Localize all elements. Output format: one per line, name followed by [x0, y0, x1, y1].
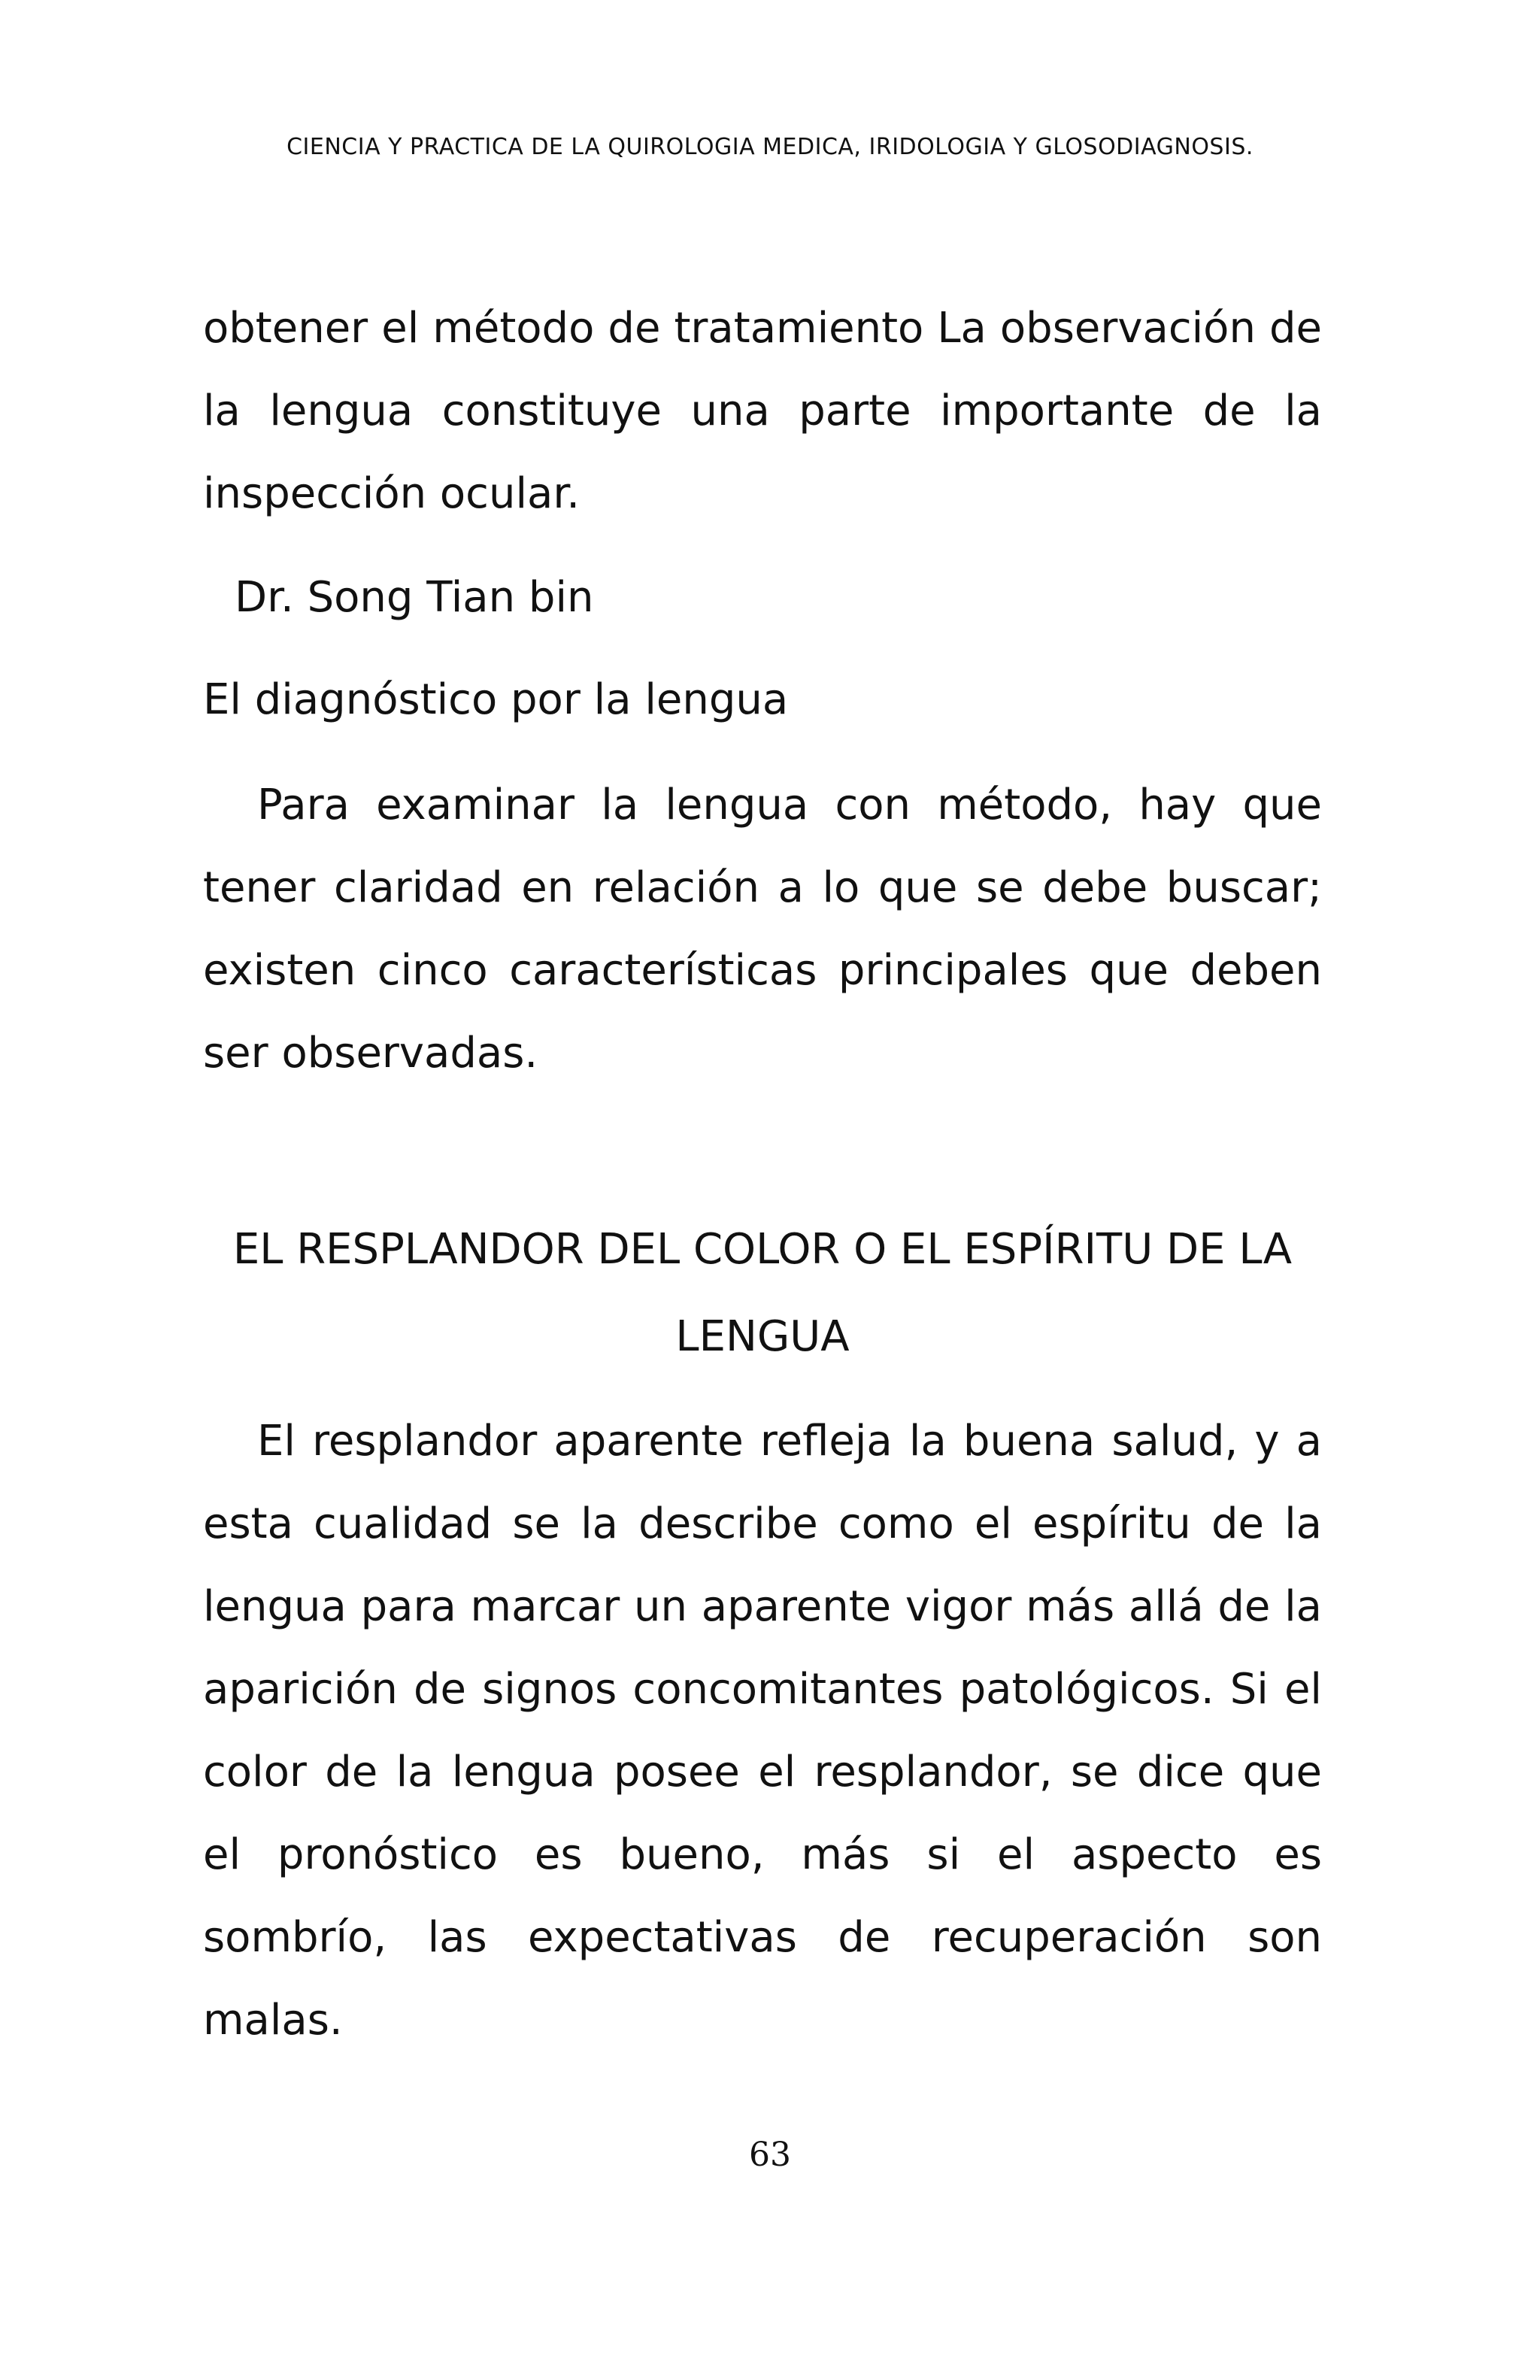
subtitle: El diagnóstico por la lengua [203, 675, 789, 724]
page-number: 63 [749, 2136, 791, 2174]
paragraph-intro: obtener el método de tratamiento La observación de la lengua constituye una parte importante de la inspección ocular. [203, 304, 1322, 518]
paragraph-method: Para examinar la lengua con método, hay que tener claridad en relación a lo que se debe buscar; existen cinco características principales que deben ser observadas. [203, 781, 1322, 1078]
author-line-block [203, 556, 1322, 639]
paragraph-method-block [203, 764, 1322, 1095]
paragraph-resplandor: El resplandor aparente refleja la buena salud, y a esta cualidad se la describe como el espíritu de la lengua para marcar un aparente vigor más allá de la aparición de signos concomitantes patológicos. Si el color de la lengua posee el resplandor, se dice que el pronóstico es bueno, más si el aspecto es sombrío, las expectativas de recuperación son malas. [203, 1417, 1322, 2045]
paragraph-resplandor-block [203, 1400, 1322, 2062]
subtitle-block [203, 659, 1322, 741]
body-text-block-top [203, 287, 1322, 535]
running-header: CIENCIA Y PRACTICA DE LA QUIROLOGIA MEDICA, IRIDOLOGIA Y GLOSODIAGNOSIS. [286, 134, 1254, 160]
section-heading: EL RESPLANDOR DEL COLOR O EL ESPÍRITU DE LA LENGUA [232, 1225, 1293, 1361]
author-line: Dr. Song Tian bin [235, 573, 594, 622]
